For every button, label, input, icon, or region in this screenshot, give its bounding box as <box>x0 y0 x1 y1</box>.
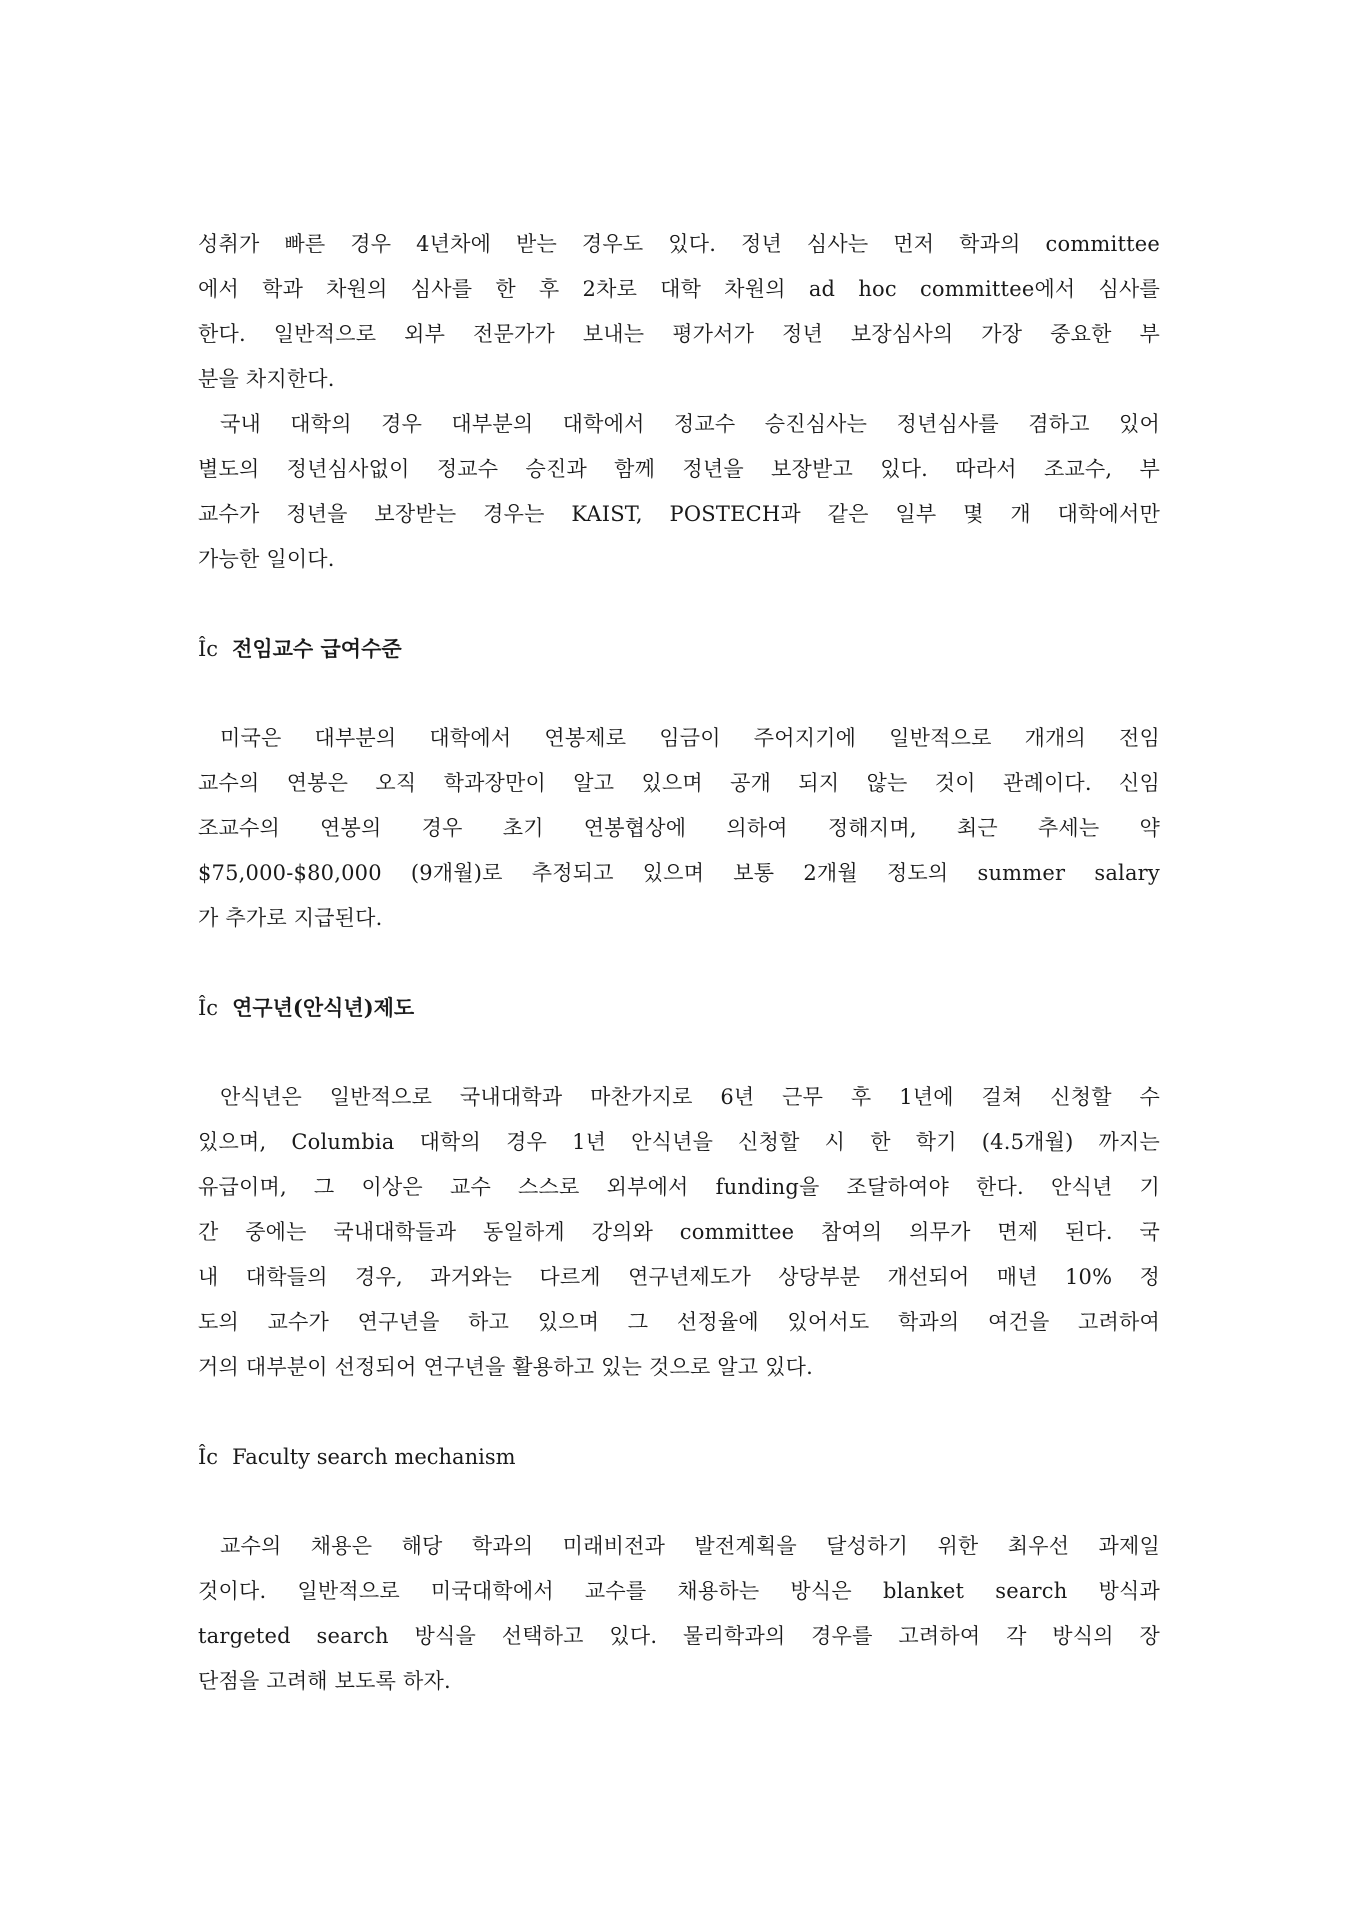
text-line: 유급이며, 그 이상은 교수 스스로 외부에서 funding을 조달하여야 한다. 안식년 기 <box>198 1175 1160 1199</box>
text-line: 분을 차지한다. <box>198 367 335 391</box>
text-line: 교수가 정년을 보장받는 경우는 KAIST, POSTECH과 같은 일부 몇 개 대학에서만 <box>198 502 1160 526</box>
text-line: 것이다. 일반적으로 미국대학에서 교수를 채용하는 방식은 blanket search 방식과 <box>198 1579 1160 1603</box>
text-line: 성취가 빠른 경우 4년차에 받는 경우도 있다. 정년 심사는 먼저 학과의 committee <box>198 232 1160 256</box>
section-heading-faculty-search <box>198 1434 1160 1480</box>
text-line: 국내 대학의 경우 대부분의 대학에서 정교수 승진심사는 정년심사를 겸하고 있어 <box>220 412 1160 436</box>
faculty-search-paragraph <box>198 1524 1160 1704</box>
text-line: 조교수의 연봉의 경우 초기 연봉협상에 의하여 정해지며, 최근 추세는 약 <box>198 816 1160 840</box>
text-line: 있으며, Columbia 대학의 경우 1년 안식년을 신청할 시 한 학기 (4.5개월) 까지는 <box>198 1130 1160 1154</box>
text-line: 가 추가로 지급된다. <box>198 906 383 930</box>
text-line: 간 중에는 국내대학들과 동일하게 강의와 committee 참여의 의무가 면제 된다. 국 <box>198 1220 1160 1244</box>
text-line: $75,000-$80,000 (9개월)로 추정되고 있으며 보통 2개월 정도의 summer salary <box>198 861 1160 885</box>
section-heading-sabbatical <box>198 985 1160 1031</box>
text-line: 교수의 채용은 해당 학과의 미래비전과 발전계획을 달성하기 위한 최우선 과제일 <box>220 1534 1160 1558</box>
text-line: 한다. 일반적으로 외부 전문가가 보내는 평가서가 정년 보장심사의 가장 중요한 부 <box>198 322 1160 346</box>
text-line: 미국은 대부분의 대학에서 연봉제로 임금이 주어지기에 일반적으로 개개의 전임 <box>220 726 1160 750</box>
text-line: 안식년은 일반적으로 국내대학과 마찬가지로 6년 근무 후 1년에 걸쳐 신청할 수 <box>220 1085 1160 1109</box>
section-title: 전임교수 급여수준 <box>232 636 402 661</box>
bullet-marker: Îc <box>198 996 219 1020</box>
section-title: Faculty search mechanism <box>232 1445 516 1469</box>
text-line: 가능한 일이다. <box>198 547 335 571</box>
sabbatical-paragraph <box>198 1075 1160 1390</box>
text-line: 거의 대부분이 선정되어 연구년을 활용하고 있는 것으로 알고 있다. <box>198 1355 813 1379</box>
text-line: 도의 교수가 연구년을 하고 있으며 그 선정율에 있어서도 학과의 여건을 고려하여 <box>198 1310 1160 1334</box>
text-line: 단점을 고려해 보도록 하자. <box>198 1669 451 1693</box>
section-heading-salary <box>198 626 1160 672</box>
document-page <box>198 222 1160 1704</box>
text-line: 에서 학과 차원의 심사를 한 후 2차로 대학 차원의 ad hoc committee에서 심사를 <box>198 277 1160 301</box>
tenure-korea-paragraph <box>198 402 1160 582</box>
section-title: 연구년(안식년)제도 <box>232 995 415 1020</box>
salary-paragraph <box>198 716 1160 941</box>
text-line: 내 대학들의 경우, 과거와는 다르게 연구년제도가 상당부분 개선되어 매년 10% 정 <box>198 1265 1160 1289</box>
text-line: 별도의 정년심사없이 정교수 승진과 함께 정년을 보장받고 있다. 따라서 조교수, 부 <box>198 457 1160 481</box>
text-line: targeted search 방식을 선택하고 있다. 물리학과의 경우를 고려하여 각 방식의 장 <box>198 1624 1160 1648</box>
text-line: 교수의 연봉은 오직 학과장만이 알고 있으며 공개 되지 않는 것이 관례이다. 신임 <box>198 771 1160 795</box>
bullet-marker: Îc <box>198 637 219 661</box>
intro-paragraph <box>198 222 1160 402</box>
bullet-marker: Îc <box>198 1445 219 1469</box>
